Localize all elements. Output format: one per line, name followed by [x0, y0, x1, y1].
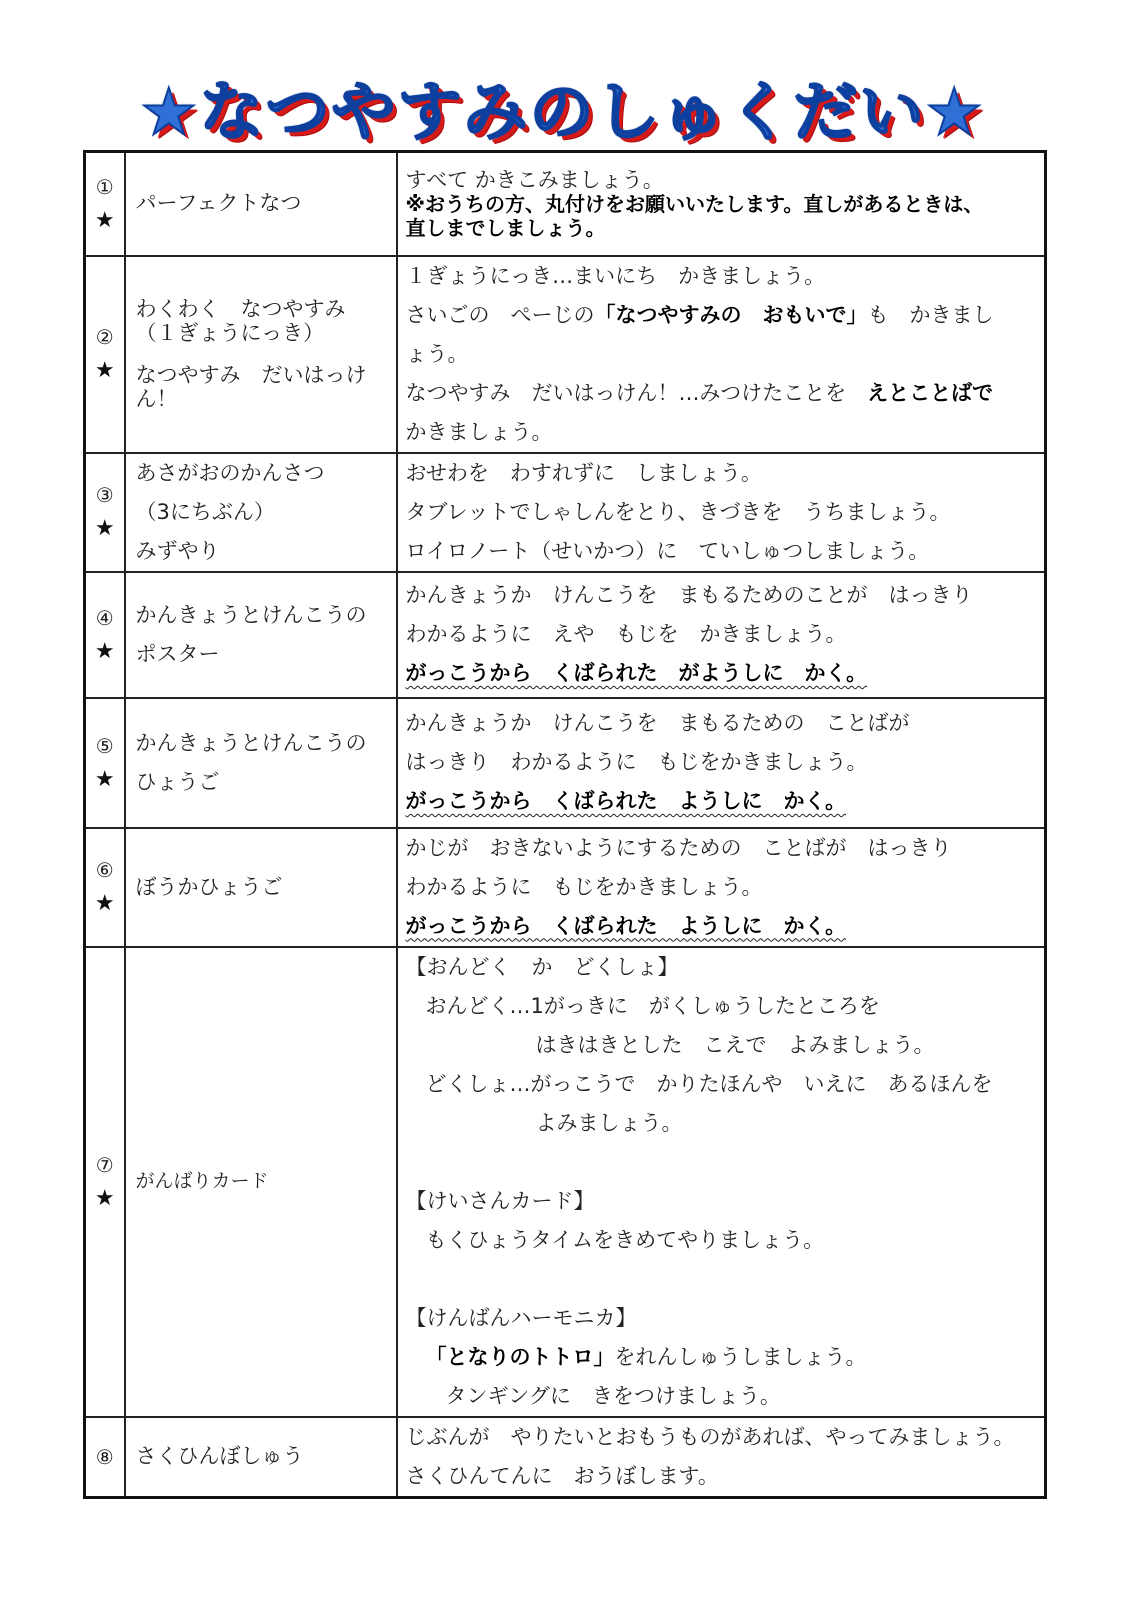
star-icon: ★ [94, 891, 115, 916]
row-number-cell [85, 453, 125, 572]
task-line: わかるように えや もじを かきましょう。 [405, 622, 847, 646]
task-line [406, 296, 1037, 335]
task-name: かんきょうとけんこうの [135, 602, 367, 627]
task-line: １ぎょうにっき…まいにち かきましょう。 [405, 263, 826, 288]
task-line-underlined [406, 782, 1037, 821]
task-name: なつやすみ だいはっけ [135, 363, 367, 387]
task-name-cell [125, 152, 397, 256]
task-name: ひょうご [135, 769, 220, 794]
task-text: をれんしゅうしましょう。 [614, 1344, 867, 1369]
task-line: かんきょうか けんこうを まもるためのことが はっきり [405, 583, 973, 607]
table-row [85, 947, 1046, 1417]
task-name: あさがおのかんさつ [135, 460, 325, 485]
task-name: ん！ [135, 387, 178, 411]
task-text-bold: 「なつやすみの おもいで」 [594, 302, 868, 327]
task-description-cell [397, 152, 1046, 256]
task-line: はきはきとした こえで よみましょう。 [535, 1032, 935, 1057]
task-name-cell [125, 947, 397, 1417]
row-number-cell [85, 698, 125, 828]
task-text-bold: がっこうから くばられた ようしに かく。 [405, 913, 847, 938]
star-icon: ★ [94, 766, 115, 792]
song-title: 「となりのトトロ」 [425, 1344, 615, 1369]
task-line [406, 374, 1037, 413]
task-text: も かきまし [867, 302, 994, 327]
task-description-cell [397, 453, 1046, 572]
table-row [85, 572, 1046, 698]
task-name: みずやり [135, 538, 220, 563]
star-icon: ★ [94, 638, 115, 664]
task-name-cell [125, 572, 397, 698]
section-heading: 【おんどく か どくしょ】 [405, 954, 679, 979]
star-icon: ★ [94, 207, 115, 233]
task-text-bold: がっこうから くばられた がようしに かく。 [405, 661, 868, 685]
task-line: よみましょう。 [535, 1110, 683, 1135]
row-number-cell [85, 572, 125, 698]
task-line: わかるように もじをかきましょう。 [405, 874, 763, 899]
task-name: さくひんぼしゅう [135, 1444, 304, 1468]
task-line: すべて かきこみましょう。 [405, 167, 664, 192]
task-name-cell [125, 828, 397, 947]
task-line: かじが おきないようにするための ことばが はっきり [405, 835, 952, 860]
task-line: ょう。 [405, 341, 469, 366]
table-row [85, 453, 1046, 572]
task-text: さいごの ぺーじの [405, 302, 595, 327]
task-name: （3にちぶん） [135, 499, 275, 524]
task-line: どくしょ…がっこうで かりたほんや いえに あるほんを [425, 1071, 993, 1096]
task-name: ポスター [135, 641, 220, 666]
page-title: ★なつやすみのしゅくだい★ [140, 76, 985, 150]
task-name: がんばりカード [135, 1170, 269, 1192]
table-row [85, 1417, 1046, 1498]
task-text-bold: えとことばで [867, 380, 994, 405]
row-number: ⑥ [95, 858, 114, 882]
task-text-bold: がっこうから くばられた ようしに かく。 [405, 789, 847, 813]
task-name-cell [125, 698, 397, 828]
row-number: ⑦ [95, 1152, 114, 1177]
section-heading: 【けいさんカード】 [405, 1188, 595, 1213]
task-line-bold: ※おうちの方、丸付けをお願いいたします。直しがあるときは、 [405, 191, 984, 216]
task-name: かんきょうとけんこうの [135, 730, 367, 755]
task-line: もくひょうタイムをきめてやりましょう。 [425, 1227, 825, 1252]
table-row [85, 256, 1046, 453]
task-name: パーフェクトなつ [135, 191, 302, 216]
row-number-cell [85, 256, 125, 453]
star-icon: ★ [94, 358, 115, 383]
task-line: タンギングに きをつけましょう。 [445, 1383, 781, 1408]
row-number-cell [85, 1417, 125, 1498]
task-line: おんどく…1がっきに がくしゅうしたところを [425, 993, 880, 1018]
task-line: かんきょうか けんこうを まもるための ことばが [405, 711, 910, 735]
table-row [85, 828, 1046, 947]
task-description-cell [397, 828, 1046, 947]
section-heading: 【けんばんハーモニカ】 [405, 1305, 637, 1330]
task-line-underlined [406, 654, 1037, 693]
task-line: かきましょう。 [405, 419, 553, 444]
row-number: ⑧ [95, 1444, 114, 1469]
task-name: わくわく なつやすみ [135, 297, 346, 321]
row-number: ① [95, 174, 114, 199]
star-icon: ★ [94, 516, 115, 541]
task-line-bold: 直しまでしましょう。 [405, 215, 606, 240]
row-number: ② [95, 325, 114, 349]
task-description-cell [397, 256, 1046, 453]
row-number-cell [85, 152, 125, 256]
task-line: タブレットでしゃしんをとり、きづきを うちましょう。 [405, 499, 951, 524]
task-line: じぶんが やりたいとおもうものがあれば、やってみましょう。 [405, 1424, 1015, 1449]
task-name-cell [125, 256, 397, 453]
task-description-cell [397, 698, 1046, 828]
row-number-cell [85, 828, 125, 947]
row-number-cell [85, 947, 125, 1417]
task-line-underlined [406, 907, 1037, 946]
task-name-cell [125, 453, 397, 572]
task-line: おせわを わすれずに しましょう。 [405, 460, 762, 485]
table-row [85, 152, 1046, 256]
table-row [85, 698, 1046, 828]
row-number: ③ [95, 483, 114, 507]
task-line: さくひんてんに おうぼします。 [405, 1463, 719, 1488]
task-line: ロイロノート（せいかつ）に ていしゅつしましょう。 [405, 538, 930, 563]
row-number: ④ [95, 605, 114, 630]
task-text: なつやすみ だいはっけん！…みつけたことを [405, 380, 868, 405]
task-line: はっきり わかるように もじをかきましょう。 [405, 750, 868, 774]
task-description-cell [397, 947, 1046, 1417]
task-description-cell [397, 572, 1046, 698]
homework-table [83, 150, 1047, 1499]
task-line [406, 1338, 1037, 1377]
star-icon: ★ [94, 1185, 115, 1211]
task-name: ぼうかひょうご [135, 874, 283, 899]
task-name-cell [125, 1417, 397, 1498]
task-name: （１ぎょうにっき） [135, 321, 325, 345]
row-number: ⑤ [95, 733, 114, 758]
task-description-cell [397, 1417, 1046, 1498]
